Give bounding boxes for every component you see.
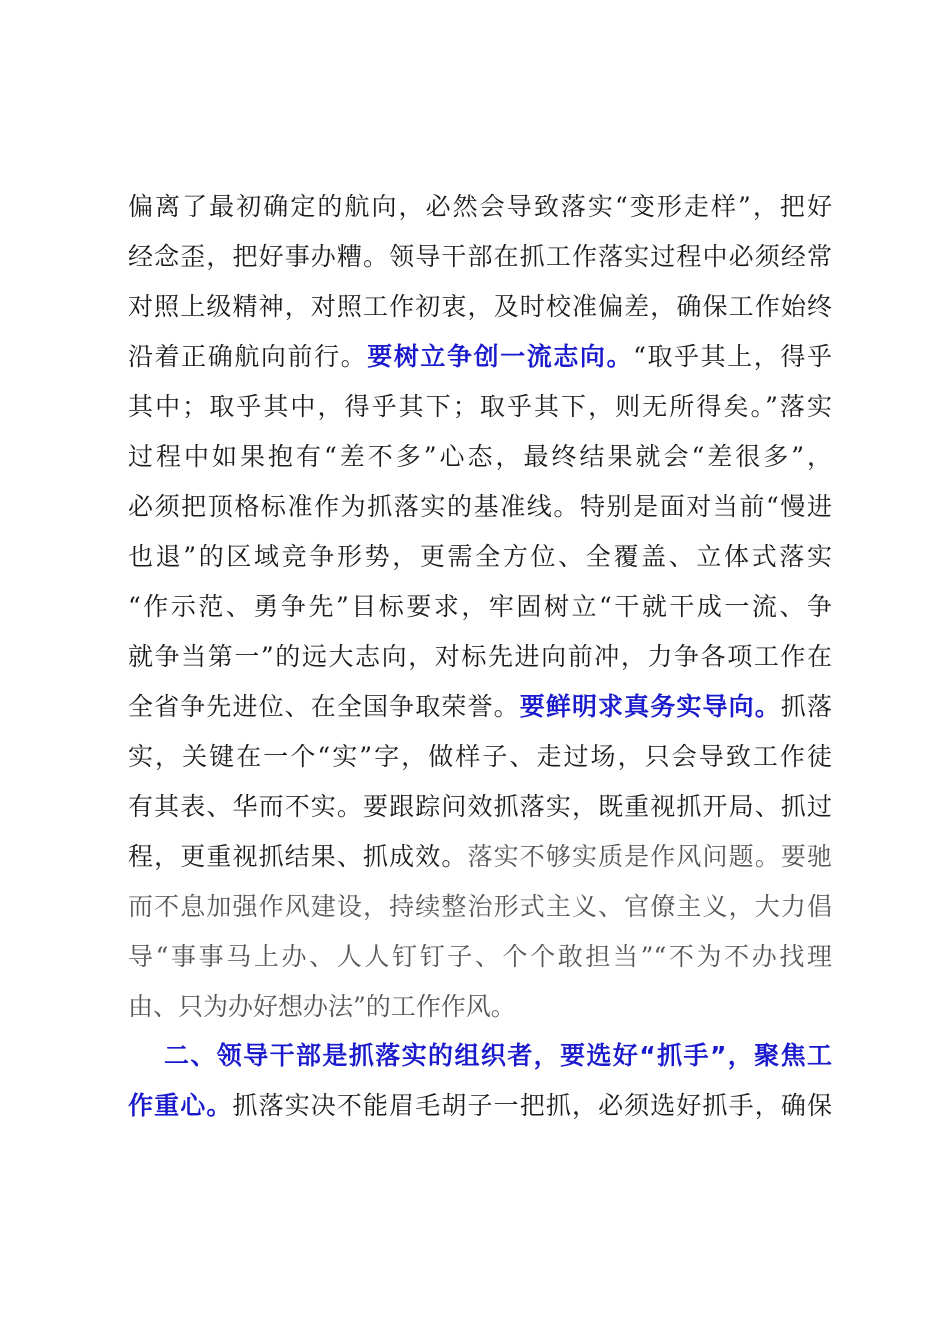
text-span: 其中；取乎其中，得乎其下；取乎其下，则无所得矣。”落实 [128,392,832,421]
body-paragraph-2 [128,1031,832,1131]
section-heading-line [128,1031,832,1081]
text-line [128,232,832,282]
lead-sentence: 要鲜明求真务实导向。 [519,692,781,721]
text-line [128,432,832,482]
text-line [128,632,832,682]
text-span: 也退”的区域竞争形势，更需全方位、全覆盖、立体式落实 [128,542,832,571]
text-span: 抓落 [780,692,832,721]
text-span: 而不息加强作风建设，持续整治形式主义、官僚主义，大力倡 [128,892,832,921]
text-line [128,982,832,1032]
text-line [128,782,832,832]
text-line [128,332,832,382]
text-line [128,532,832,582]
text-line [128,732,832,782]
text-span: 对照上级精神，对照工作初衷，及时校准偏差，确保工作始终 [128,292,832,321]
section-heading: 作重心。 [128,1091,233,1120]
text-span: 必须把顶格标准作为抓落实的基准线。特别是面对当前“慢进 [128,492,832,521]
text-span: 由、只为办好想办法”的工作作风。 [128,992,516,1021]
lead-sentence: 要树立争创一流志向。 [367,342,634,371]
text-span: “作示范、勇争先”目标要求，牢固树立“干就干成一流、争 [128,592,832,621]
text-span: 实，关键在一个“实”字，做样子、走过场，只会导致工作徒 [128,742,832,771]
text-line [128,382,832,432]
text-span: 过程中如果抱有“差不多”心态，最终结果就会“差很多”， [128,442,832,471]
text-line [128,932,832,982]
text-line [128,832,832,882]
text-span: 有其表、华而不实。要跟踪问效抓落实，既重视抓开局、抓过 [128,792,832,821]
text-span: 落实不够实质是作风问题。要驰 [467,842,832,871]
text-span: 沿着正确航向前行。 [128,342,368,371]
text-span: 全省争先进位、在全国争取荣誉。 [128,692,520,721]
text-span: 抓落实决不能眉毛胡子一把抓，必须选好抓手，确保 [232,1091,832,1120]
section-heading: 二、领导干部是抓落实的组织者，要选好“抓手”，聚焦工 [164,1041,832,1070]
text-line [128,482,832,532]
text-line [128,1081,832,1131]
text-line [128,182,832,232]
text-span: 偏离了最初确定的航向，必然会导致落实“变形走样”，把好 [128,192,832,221]
text-span: “取乎其上，得乎 [633,342,832,371]
text-line [128,882,832,932]
text-span: 程，更重视抓结果、抓成效。 [128,842,468,871]
text-span: 导“事事马上办、人人钉钉子、个个敢担当”“不为不办找理 [128,942,832,971]
text-line [128,582,832,632]
text-line [128,282,832,332]
text-span: 就争当第一”的远大志向，对标先进向前冲，力争各项工作在 [128,642,832,671]
text-line [128,682,832,732]
body-paragraph-1 [128,182,832,1032]
text-span: 经念歪，把好事办糟。领导干部在抓工作落实过程中必须经常 [128,242,832,271]
